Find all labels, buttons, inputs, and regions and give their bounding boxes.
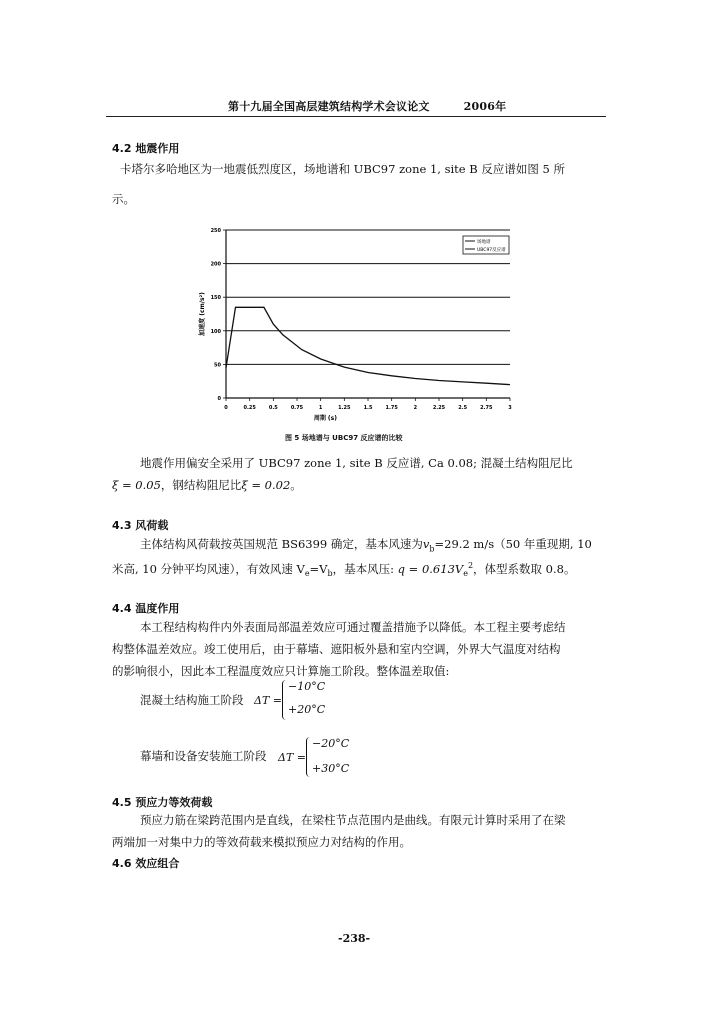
y-tick-label-1: 50	[214, 362, 221, 369]
damping-end: 。	[290, 478, 302, 492]
section-4-5-line1: 预应力筋在梁跨范围内是直线，在梁柱节点范围内是曲线。有限元计算时采用了在梁	[140, 813, 566, 827]
wind-text-e: ，基本风压:	[332, 561, 394, 576]
x-tick-label-5: 1.25	[338, 405, 351, 411]
y-axis-label: 加速度 (cm/s²)	[199, 292, 206, 336]
x-tick-label-8: 2	[413, 405, 418, 411]
y-tick-labels	[211, 228, 226, 402]
chart-legend	[463, 236, 509, 254]
section-4-3-line2	[112, 554, 575, 586]
formula1-value-low: −10°C	[288, 680, 326, 693]
xi-steel: ξ = 0.02	[241, 478, 291, 492]
damping-mid-text: ，钢结构阻尼比	[160, 478, 242, 492]
wind-text-b: =29.2 m/s（50 年重现期, 10	[434, 537, 592, 551]
running-header	[228, 98, 506, 114]
x-tick-labels	[224, 398, 512, 411]
wind-text-d: =V	[309, 561, 328, 576]
wind-q-sup: 2	[467, 561, 474, 570]
x-tick-label-0: 0	[224, 405, 228, 411]
formula2-delta-t: ΔT =	[278, 751, 306, 764]
figure-caption: 图 5 场地谱与 UBC97 反应谱的比较	[285, 434, 403, 442]
x-tick-label-6: 1.5	[363, 405, 373, 411]
section-4-4-line3: 的影响很小，因此本工程温度效应只计算施工阶段。整体温差取值:	[112, 664, 450, 678]
page-number: -238-	[338, 932, 371, 945]
header-year: 2006年	[463, 100, 507, 113]
header-rule	[106, 116, 606, 117]
y-tick-label-2: 100	[210, 328, 221, 335]
header-title: 第十九届全国高层建筑结构学术会议论文	[228, 100, 430, 113]
formula1-value-high: +20°C	[288, 703, 326, 716]
wind-text-a: 主体结构风荷载按英国规范 BS6399 确定，基本风速为	[140, 537, 423, 551]
legend-label-0: 场地谱	[477, 240, 491, 245]
formula2-value-low: −20°C	[312, 737, 350, 750]
x-tick-label-11: 2.75	[480, 405, 493, 411]
wind-ve-sub: e	[304, 569, 310, 579]
wind-text-c: 米高, 10 分钟平均风速），有效风速 V	[112, 561, 305, 576]
section-4-2-heading: 4.2 地震作用	[112, 142, 180, 155]
y-tick-label-4: 200	[210, 261, 221, 268]
section-4-4-line1: 本工程结构构件内外表面局部温差效应可通过覆盖措施予以降低。本工程主要考虑结	[140, 620, 566, 634]
section-4-4-line2: 构整体温差效应。竣工使用后，由于幕墙、遮阳板外悬和室内空调，外界大气温度对结构	[112, 642, 561, 656]
section-4-5-line2: 两端加一对集中力的等效荷载来模拟预应力对结构的作用。	[112, 835, 411, 849]
wind-vb: v	[422, 537, 430, 551]
section-4-3-heading: 4.3 风荷载	[112, 519, 169, 532]
formula2-brace	[306, 737, 311, 777]
x-tick-label-2: 0.5	[268, 405, 278, 411]
y-tick-label-5: 250	[210, 228, 221, 234]
wind-q-sub: e	[463, 569, 468, 579]
formula1-delta-t: ΔT =	[254, 694, 282, 707]
damping-line2	[112, 473, 302, 497]
x-tick-label-7: 1.75	[385, 405, 398, 411]
y-tick-label-0: 0	[217, 396, 221, 402]
x-tick-label-4: 1	[318, 405, 323, 411]
wind-pressure-formula: q = 0.613V	[397, 561, 464, 576]
legend-label-1: UBC97反应谱	[477, 248, 506, 253]
damping-line1: 地震作用偏安全采用了 UBC97 zone 1, site B 反应谱, Ca 0.08; 混凝土结构阻尼比	[140, 456, 573, 470]
x-tick-label-9: 2.25	[432, 405, 446, 411]
wind-text-f: ，体型系数取 0.8。	[473, 561, 576, 576]
site-spectrum-line	[226, 307, 510, 384]
formula1-brace	[282, 680, 287, 720]
response-spectrum-chart	[196, 222, 526, 434]
section-4-5-heading: 4.5 预应力等效荷载	[112, 796, 213, 809]
section-4-2-line1: 卡塔尔多哈地区为一地震低烈度区，场地谱和 UBC97 zone 1, site B 反应谱如图 5 所	[120, 162, 565, 176]
xi-concrete: ξ = 0.05	[112, 478, 161, 492]
section-4-6-heading: 4.6 效应组合	[112, 857, 180, 870]
x-tick-label-3: 0.75	[290, 405, 304, 411]
formula2-value-high: +30°C	[312, 762, 350, 775]
y-tick-label-3: 150	[210, 295, 221, 302]
section-4-4-heading: 4.4 温度作用	[112, 602, 180, 615]
section-4-2-line2: 示。	[112, 192, 135, 206]
formula2-label: 幕墙和设备安装施工阶段	[140, 749, 267, 763]
formula1-label: 混凝土结构施工阶段	[140, 693, 244, 707]
x-tick-label-12: 3	[508, 405, 512, 411]
x-axis-label: 周期 (s)	[313, 415, 337, 422]
x-tick-label-10: 2.5	[458, 405, 468, 411]
x-tick-label-1: 0.25	[243, 405, 256, 411]
wind-vb2-sub: b	[327, 569, 333, 579]
wind-vb-sub: b	[429, 544, 435, 554]
